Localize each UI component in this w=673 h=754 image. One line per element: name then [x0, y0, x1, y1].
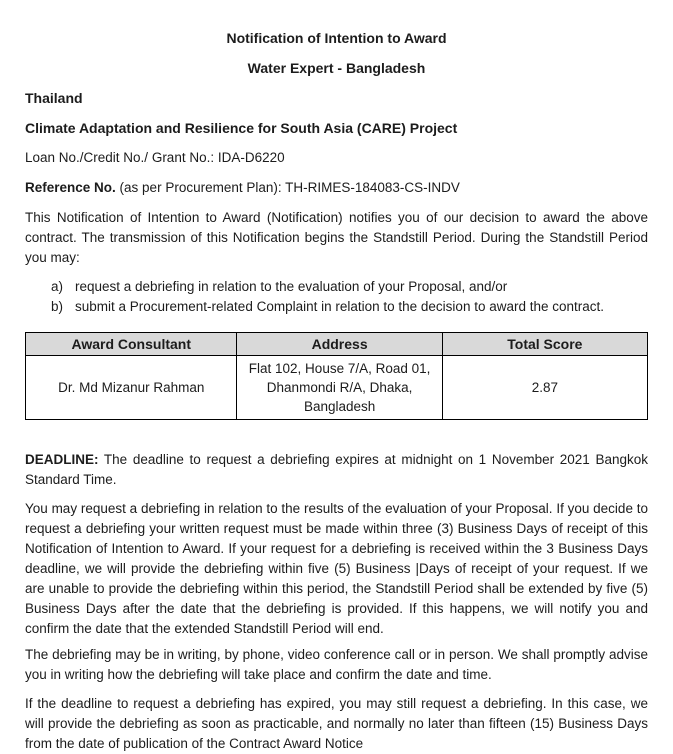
column-header-total-score: Total Score [442, 333, 647, 356]
award-consultant-table [25, 332, 648, 420]
list-item-text: submit a Procurement-related Complaint in relation to the decision to award the contract. [75, 299, 605, 314]
deadline-label: DEADLINE: [25, 452, 99, 467]
document-subtitle: Water Expert - Bangladesh [247, 60, 426, 76]
standstill-options-list [51, 277, 648, 317]
cell-consultant-name: Dr. Md Mizanur Rahman [26, 356, 237, 420]
loan-credit-grant-line: Loan No./Credit No./ Grant No.: IDA-D6220 [25, 150, 285, 165]
cell-consultant-address: Flat 102, House 7/A, Road 01, Dhanmondi R/A, Dhaka, Bangladesh [237, 356, 442, 420]
table-row [26, 356, 648, 420]
intro-paragraph: This Notification of Intention to Award (Notification) notifies you of our decision to award the above contract. The transmission of this Notification begins the Standstill Period. During the Standstill Period you may: [25, 210, 648, 265]
reference-label: Reference No. [25, 180, 116, 195]
table-header-row [26, 333, 648, 356]
deadline-paragraph [25, 450, 648, 490]
list-item [51, 297, 648, 317]
debriefing-method-paragraph: The debriefing may be in writing, by phone, video conference call or in person. We shall promptly advise you in writing how the debriefing will take place and confirm the date and time. [25, 647, 648, 682]
debriefing-request-paragraph: You may request a debriefing in relation to the results of the evaluation of your Proposal. If you decide to request a debriefing your written request must be made within three (3) Business Days of receipt of this Notification of Intention to Award. If your request for a debriefing is received within the 3 Business Days deadline, we will provide the debriefing within five (5) Business |Days of receipt of your request. If we are unable to provide the debriefing within this period, the Standstill Period shall be extended by five (5) Business Days after the date that the debriefing is provided. If this happens, we will notify you and confirm the date that the extended Standstill Period will end. [25, 501, 648, 636]
expired-deadline-paragraph: If the deadline to request a debriefing has expired, you may still request a debriefing. In this case, we will provide the debriefing as soon as practicable, and normally no later than fifteen (15) Business Days from the date of publication of the Contract Award Notice [25, 696, 648, 751]
list-item-text: request a debriefing in relation to the evaluation of your Proposal, and/or [75, 279, 508, 294]
column-header-address: Address [237, 333, 442, 356]
reference-value: (as per Procurement Plan): TH-RIMES-184083-CS-INDV [115, 180, 460, 195]
column-header-award-consultant: Award Consultant [26, 333, 237, 356]
list-item [51, 277, 648, 297]
project-heading: Climate Adaptation and Resilience for South Asia (CARE) Project [25, 120, 458, 136]
list-item-marker: a) [51, 279, 64, 294]
list-item-marker: b) [51, 299, 64, 314]
deadline-text: The deadline to request a debriefing expires at midnight on 1 November 2021 Bangkok Standard Time. [25, 452, 648, 487]
reference-line [25, 178, 648, 198]
document-title: Notification of Intention to Award [226, 30, 447, 46]
country-heading: Thailand [25, 90, 83, 106]
cell-total-score: 2.87 [442, 356, 647, 420]
